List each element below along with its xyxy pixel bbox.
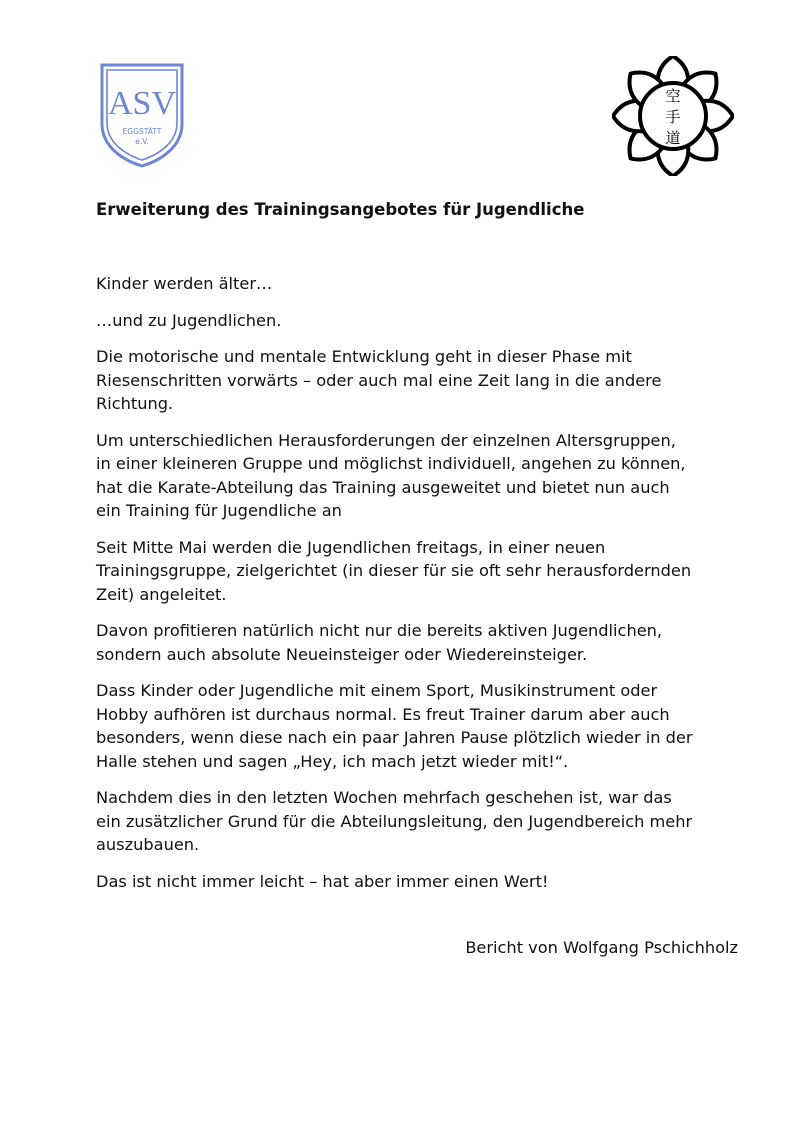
- page-title: Erweiterung des Trainingsangebotes für Jugendliche: [96, 200, 585, 219]
- karate-do-emblem: [612, 56, 734, 176]
- article-body: [96, 272, 746, 906]
- glyph-do: 道: [665, 129, 681, 147]
- paragraph: Nachdem dies in den letzten Wochen mehrfach geschehen ist, war das ein zusätzlicher Grund für die Abteilungsleitung, den Jugendbereich mehr auszubauen.: [96, 788, 693, 854]
- glyph-te: 手: [665, 108, 681, 126]
- glyph-kara: 空: [665, 87, 681, 105]
- logo-letters: ASV: [107, 85, 177, 122]
- paragraph: Die motorische und mentale Entwicklung geht in dieser Phase mit Riesenschritten vorwärts – oder auch mal eine Zeit lang in die andere Richtung.: [96, 347, 662, 413]
- asv-eggstaett-logo: [100, 62, 184, 168]
- logo-town: EGGSTÄTT: [122, 127, 162, 136]
- paragraph: Um unterschiedlichen Herausforderungen der einzelnen Altersgruppen, in einer kleineren Gruppe und möglichst individuell, angehen zu können, hat die Karate-Abteilung das Training ausgeweitet und bietet nun auch ein Training für Jugendliche an: [96, 430, 686, 520]
- paragraph: …und zu Jugendlichen.: [96, 310, 282, 330]
- paragraph: Seit Mitte Mai werden die Jugendlichen freitags, in einer neuen Trainingsgruppe, zielgerichtet (in dieser für sie oft sehr herausfordernden Zeit) angeleitet.: [96, 537, 692, 604]
- paragraph: Dass Kinder oder Jugendliche mit einem Sport, Musikinstrument oder Hobby aufhören ist durchaus normal. Es freut Trainer darum aber auch besonders, wenn diese nach ein paar Jahren Pause plötzlich wieder in der Halle stehen und sagen „Hey, ich mach jetzt wieder mit!“.: [96, 681, 693, 771]
- logo-ev: e.V.: [135, 137, 149, 146]
- paragraph: Das ist nicht immer leicht – hat aber immer einen Wert!: [96, 871, 549, 891]
- paragraph: Kinder werden älter…: [96, 274, 273, 293]
- author-credit: Bericht von Wolfgang Pschichholz: [465, 938, 738, 957]
- paragraph: Davon profitieren natürlich nicht nur die bereits aktiven Jugendlichen, sondern auch absolute Neueinsteiger oder Wiedereinsteiger.: [96, 621, 663, 664]
